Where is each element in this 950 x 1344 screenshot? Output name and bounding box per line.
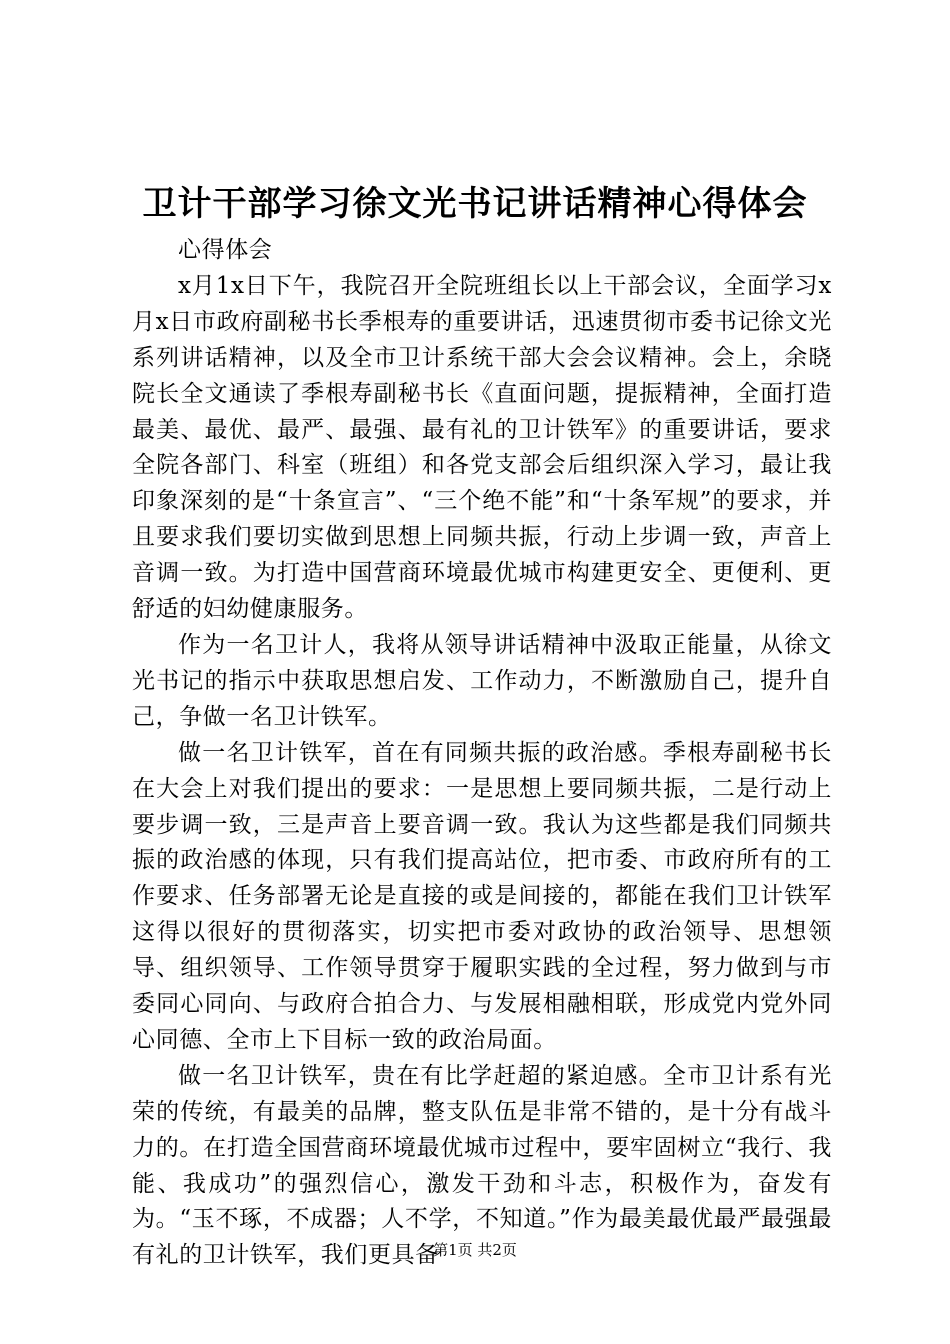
document-title: 卫计干部学习徐文光书记讲话精神心得体会 [142, 184, 808, 224]
paragraph-4: 做一名卫计铁军，贵在有比学赶超的紧迫感。全市卫计系有光荣的传统，有最美的品牌，整支队伍是非常不错的，是十分有战斗力的。在打造全国营商环境最优城市过程中，要牢固树立“我行、我能、我成功”的强烈信心，激发干劲和斗志，积极作为，奋发有为。“玉不琢，不成器；人不学，不知道。”作为最美最优最严最强最有礼的卫计铁军，我们更具备 [132, 1062, 832, 1269]
paragraph-1: x月1x日下午，我院召开全院班组长以上干部会议，全面学习x月x日市政府副秘书长季根寿的重要讲话，迅速贯彻市委书记徐文光系列讲话精神，以及全市卫计系统干部大会会议精神。会上，余晓院长全文通读了季根寿副秘书长《直面问题，提振精神，全面打造最美、最优、最严、最强、最有礼的卫计铁军》的重要讲话，要求全院各部门、科室（班组）和各党支部会后组织深入学习，最让我印象深刻的是“十条宣言”、“三个绝不能”和“十条军规”的要求，并且要求我们要切实做到思想上同频共振，行动上步调一致，声音上音调一致。为打造中国营商环境最优城市构建更安全、更便利、更舒适的妇幼健康服务。 [132, 272, 832, 623]
page-footer: 第1页 共2页 [433, 1241, 517, 1259]
paragraph-2: 作为一名卫计人，我将从领导讲话精神中汲取正能量，从徐文光书记的指示中获取思想启发、工作动力，不断激励自己，提升自己，争做一名卫计铁军。 [132, 631, 832, 730]
paragraph-subtitle: 心得体会 [178, 237, 273, 263]
document-body [132, 233, 832, 1274]
paragraph-3: 做一名卫计铁军，首在有同频共振的政治感。季根寿副秘书长在大会上对我们提出的要求：一是思想上要同频共振，二是行动上要步调一致，三是声音上要音调一致。我认为这些都是我们同频共振的政治感的体现，只有我们提高站位，把市委、市政府所有的工作要求、任务部署无论是直接的或是间接的，都能在我们卫计铁军这得以很好的贯彻落实，切实把市委对政协的政治领导、思想领导、组织领导、工作领导贯穿于履职实践的全过程，努力做到与市委同心同向、与政府合拍合力、与发展相融相联，形成党内党外同心同德、全市上下目标一致的政治局面。 [132, 739, 832, 1053]
